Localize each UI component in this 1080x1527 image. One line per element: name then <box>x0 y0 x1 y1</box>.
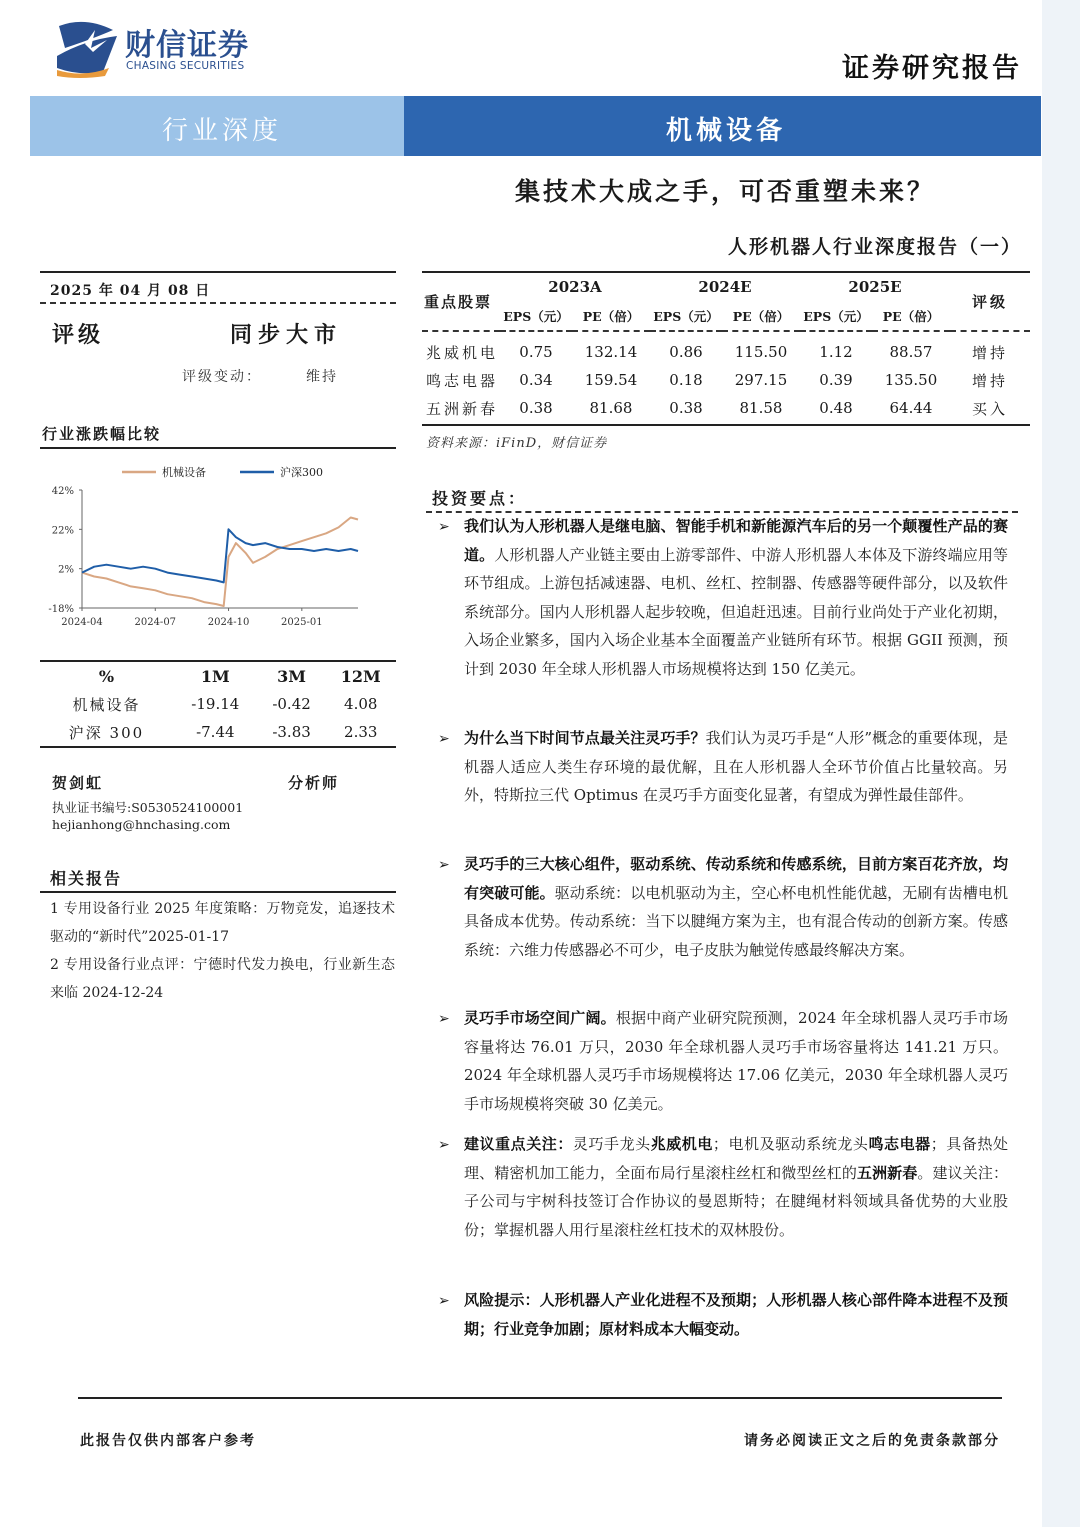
bullet-arrow-icon: ➢ <box>438 857 450 873</box>
table-cell: 4.08 <box>344 695 378 713</box>
table-cell: 机械设备 <box>72 695 141 714</box>
bullet-arrow-icon: ➢ <box>438 1293 450 1309</box>
table-header-cell: 2025E <box>848 278 902 296</box>
stock-highlight: 五洲新春 <box>856 1163 918 1182</box>
footer-disclaimer-left: 此报告仅供内部客户参考 <box>80 1433 256 1449</box>
table-cell: 297.15 <box>734 371 788 389</box>
point-lead: 建议重点关注： <box>464 1135 573 1153</box>
divider <box>422 424 1030 426</box>
category-band <box>30 96 404 156</box>
report-date: 2025 年 04 月 08 日 <box>50 283 211 299</box>
point-text: 驱动系统：以电机驱动为主，空心杯电机性能优越，无刷有齿槽电机具备成本优势。传动系统：当下以腱绳方案为主，也有混合传动的创新方案。传感系统：六维力传感器必不可少，电子皮肤为触觉传感最终解决方案。 <box>464 883 1008 959</box>
x-tick-label: 2024-04 <box>61 617 103 628</box>
point-lead: 灵巧手市场空间广阔。 <box>464 1009 616 1027</box>
bullet-arrow-icon: ➢ <box>438 519 450 535</box>
investment-point <box>464 1286 1008 1343</box>
stock-highlight: 兆威机电 <box>650 1135 713 1153</box>
table-cell: 0.38 <box>519 399 553 417</box>
rating-change-value: 维持 <box>306 369 338 385</box>
table-cell: 0.75 <box>519 343 553 361</box>
table-cell: 增持 <box>971 371 1008 390</box>
point-lead: 灵巧手的三大核心组件，驱动系统、传动系统和传感系统，目前方案百花齐放，均有突破可能。 <box>464 855 1008 902</box>
table-header-cell: 2024E <box>698 278 752 296</box>
point-text: 。建议关注：子公司与宇树科技签订合作协议的曼恩斯特；在腱绳材料领域具备优势的大业股份；掌握机器人用行星滚柱丝杠技术的双林股份。 <box>464 1163 1008 1239</box>
series-line-industry <box>82 518 358 607</box>
table-cell: -3.83 <box>272 723 311 741</box>
table-cell: 0.34 <box>519 371 553 389</box>
brand-name-en: CHASING SECURITIES <box>126 60 245 72</box>
table-source: 资料来源：iFinD，财信证券 <box>426 436 608 451</box>
point-lead: 风险提示：人形机器人产业化进程不及预期；人形机器人核心部件降本进程不及预期；行业竞争加剧；原材料成本大幅变动。 <box>464 1291 1008 1338</box>
table-cell: 0.86 <box>669 343 703 361</box>
table-header-cell: EPS（元） <box>803 309 869 324</box>
bullet-arrow-icon: ➢ <box>438 1011 450 1027</box>
table-cell: 81.68 <box>589 399 633 417</box>
related-report-item[interactable]: 2 专用设备行业点评：宁德时代发力换电，行业新生态来临 2024-12-24 <box>50 957 395 1001</box>
related-report-item[interactable]: 1 专用设备行业 2025 年度策略：万物竞发，追逐技术驱动的“新时代”2025-01-17 <box>50 901 395 945</box>
y-tick-label: 2% <box>58 564 74 576</box>
related-reports-title: 相关报告 <box>50 869 123 888</box>
x-tick-label: 2025-01 <box>281 617 323 628</box>
bullet-arrow-icon: ➢ <box>438 731 450 747</box>
legend-label: 沪深300 <box>280 466 323 479</box>
chart-series <box>82 518 358 607</box>
table-cell: 88.57 <box>889 343 933 361</box>
divider <box>40 302 396 304</box>
investment-highlights-title: 投资要点： <box>432 489 528 508</box>
investment-point <box>464 512 1008 683</box>
point-text: ；电机及驱动系统龙头 <box>712 1135 869 1153</box>
category-label: 行业深度 <box>162 116 283 146</box>
divider <box>40 447 396 449</box>
chart-section-title: 行业涨跌幅比较 <box>42 425 162 443</box>
divider <box>40 271 396 273</box>
table-cell: -19.14 <box>191 695 240 713</box>
x-tick-label: 2024-10 <box>207 617 250 628</box>
table-cell: -7.44 <box>196 723 235 741</box>
table-header-row <box>422 272 1030 302</box>
table-cell: 64.44 <box>889 399 933 417</box>
rating-value: 同步大市 <box>230 322 343 348</box>
report-title: 集技术大成之手，可否重塑未来？ <box>515 177 936 206</box>
chart-legend <box>122 465 323 479</box>
rating-change-label: 评级变动： <box>182 369 262 385</box>
table-header-row <box>422 302 1030 331</box>
industry-band <box>404 96 1041 156</box>
table-cell: 2.33 <box>344 723 378 741</box>
table-header-cell: 评级 <box>971 292 1008 311</box>
x-tick-label: 2024-07 <box>134 617 177 628</box>
table-cell: 增持 <box>971 343 1008 362</box>
rating-label: 评级 <box>52 322 105 348</box>
table-header-cell: PE（倍） <box>732 309 790 324</box>
point-text: 我们认为灵巧手是“人形”概念的重要体现，是机器人适应人类生存环境的最优解，且在人形机器人全环节价值占比量较高。另外，特斯拉三代 Optimus 在灵巧手方面变化显著，有望成为弹性最佳部件。 <box>464 729 1008 804</box>
table-row <box>40 718 396 746</box>
document-type: 证券研究报告 <box>842 53 1022 84</box>
table-header-cell: 12M <box>340 666 381 686</box>
table-cell: 0.39 <box>819 371 853 389</box>
table-cell: 五洲新春 <box>426 399 499 418</box>
y-tick-label: -18% <box>48 604 74 615</box>
table-row <box>422 394 1030 422</box>
logo-mark-icon <box>55 18 121 78</box>
table-cell: -0.42 <box>272 695 311 713</box>
brand-logo <box>55 18 265 80</box>
table-cell: 1.12 <box>819 343 853 361</box>
table-cell: 买入 <box>971 399 1008 418</box>
investment-point <box>464 724 1008 810</box>
brand-name-cn: 财信证券 <box>125 28 249 63</box>
report-subtitle: 人形机器人行业深度报告（一） <box>727 236 1022 258</box>
legend-label: 机械设备 <box>162 466 206 479</box>
stock-highlight: 鸣志电器 <box>868 1135 931 1153</box>
table-header-cell: 重点股票 <box>424 292 493 311</box>
line-chart <box>40 458 370 638</box>
table-header-cell: 1M <box>200 666 230 686</box>
investment-point <box>464 1130 1008 1244</box>
table-header-cell: 2023A <box>548 278 602 296</box>
chart-axes <box>48 486 358 628</box>
table-row <box>422 366 1030 394</box>
table-header-cell: 3M <box>277 666 306 686</box>
point-text: ；具备热处理、精密机加工能力，全面布局行星滚柱丝杠和微型丝杠的 <box>464 1135 1008 1182</box>
performance-table <box>40 662 396 746</box>
analyst-name: 贺剑虹 <box>52 774 104 792</box>
industry-label: 机械设备 <box>666 116 787 146</box>
divider <box>40 891 396 893</box>
table-cell: 兆威机电 <box>426 343 499 362</box>
table-header-row <box>40 662 396 690</box>
page-edge-strip <box>1042 0 1080 1527</box>
y-tick-label: 22% <box>51 525 74 537</box>
table-cell: 81.58 <box>739 399 783 417</box>
table-header-cell: PE（倍） <box>882 309 940 324</box>
bullet-arrow-icon: ➢ <box>438 1137 450 1153</box>
y-tick-label: 42% <box>51 486 74 497</box>
point-lead: 为什么当下时间节点最关注灵巧手？ <box>464 729 706 747</box>
table-cell: 115.50 <box>734 343 788 361</box>
analyst-role: 分析师 <box>288 774 340 792</box>
footer-divider <box>78 1397 1002 1399</box>
footer-disclaimer-right: 请务必阅读正文之后的免责条款部分 <box>744 1433 1000 1449</box>
point-text: 人形机器人产业链主要由上游零部件、中游人形机器人本体及下游终端应用等环节组成。上游包括减速器、电机、丝杠、控制器、传感器等硬件部分，以及软件系统部分。国内人形机器人起步较晚，但追赶迅速。目前行业尚处于产业化初期，入场企业繁多，国内入场企业基本全面覆盖产业链所有环节。根据 GGII 预测，预计到 2030 年全球人形机器人市场规模将达到 150 亿美元。 <box>464 545 1008 678</box>
table-row <box>422 338 1030 366</box>
table-header-cell: PE（倍） <box>582 309 640 324</box>
table-row <box>40 690 396 718</box>
table-cell: 159.54 <box>584 371 638 389</box>
industry-performance-chart <box>40 458 370 638</box>
investment-point <box>464 850 1008 964</box>
key-stocks-table <box>422 272 1030 422</box>
divider <box>40 746 396 748</box>
analyst-cert: 执业证书编号:S0530524100001 <box>52 800 244 815</box>
table-header-cell: EPS（元） <box>653 309 719 324</box>
point-text: 灵巧手龙头 <box>572 1135 651 1153</box>
table-cell: 0.18 <box>669 371 703 389</box>
table-header-cell: % <box>98 666 115 686</box>
table-cell: 沪深 300 <box>68 723 145 742</box>
investment-point <box>464 1004 1008 1118</box>
table-cell: 135.50 <box>884 371 938 389</box>
point-text: 根据中商产业研究院预测，2024 年全球机器人灵巧手市场容量将达 76.01 万只，2030 年全球机器人灵巧手市场容量将达 141.21 万只。2024 年全球机器人灵巧手市场规模将达 17.06 亿美元，2030 年全球机器人灵巧手市场规模将突破 30 亿美元。 <box>464 1009 1008 1113</box>
table-cell: 132.14 <box>584 343 638 361</box>
table-header-cell: EPS（元） <box>503 309 569 324</box>
table-cell: 0.48 <box>819 399 853 417</box>
table-cell: 0.38 <box>669 399 703 417</box>
point-lead: 我们认为人形机器人是继电脑、智能手机和新能源汽车后的另一个颠覆性产品的赛道。 <box>464 517 1008 564</box>
table-cell: 鸣志电器 <box>426 371 499 390</box>
analyst-email[interactable]: hejianhong@hnchasing.com <box>52 817 231 832</box>
